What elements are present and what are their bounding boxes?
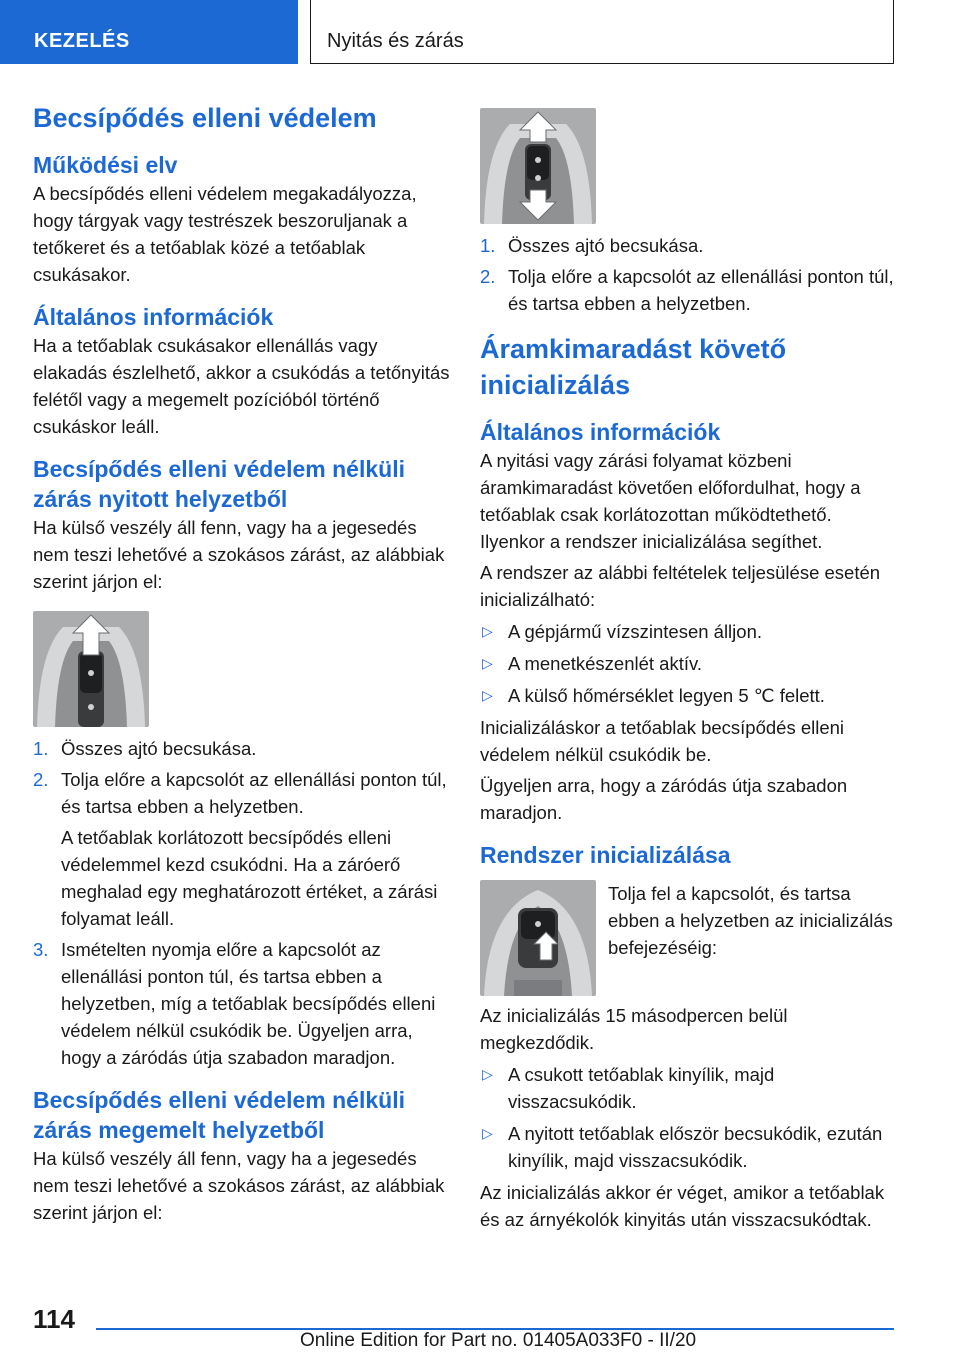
paragraph: A becsípődés elleni védelem megakadályozza, hogy tárgyak vagy testrészek beszoruljanak a tetőkeret és a tetőablak közé a tetőablak csukásakor. (33, 183, 417, 285)
bullet-triangle-icon: ▷ (482, 623, 493, 639)
right-column (480, 108, 898, 1233)
roof-switch-illustration (480, 880, 596, 996)
topic-header (310, 0, 894, 64)
heading-altalanos: Általános információk (33, 304, 274, 330)
list-item: ▷ A nyitott tetőablak először becsukódik, ezután kinyílik, majd visszacsukódik. (480, 1120, 898, 1174)
bullet-triangle-icon: ▷ (482, 687, 493, 703)
list-item: ▷ A menetkészenlét aktív. (480, 650, 898, 677)
paragraph: A rendszer az alábbi feltételek teljesülése esetén inicializálható: (480, 562, 881, 610)
list-item: ▷ A gépjármű vízszintesen álljon. (480, 618, 898, 645)
heading-altalanos-right: Általános információk (480, 419, 721, 445)
paragraph: Ha külső veszély áll fenn, vagy ha a jegesedés nem teszi lehetővé a szokásos zárást, az alábbiak szerint járjon el: (33, 1148, 445, 1223)
left-column (33, 100, 451, 1226)
switch-forward-figure-2 (480, 108, 596, 224)
paragraph: A nyitási vagy zárási folyamat közbeni áramkimaradást követően előfordulhat, hogy a tetőablak csak korlátozottan működtethető. Ilyenkor a rendszer inicializálása segíthet. (480, 450, 861, 552)
paragraph: Tolja fel a kapcsolót, és tartsa ebben a helyzetben az inicializálás befejezéséig: (608, 883, 893, 958)
init-row (480, 880, 898, 996)
list-item: ▷ A csukott tetőablak kinyílik, majd visszacsukódik. (480, 1061, 898, 1115)
heading-zaras-nyitott: Becsípődés elleni védelem nélküli zárás nyitott helyzetből (33, 456, 405, 512)
switch-forward-figure (33, 611, 149, 727)
conditions-list (480, 618, 898, 709)
steps-list-right (480, 232, 898, 317)
steps-list-left (33, 735, 451, 1071)
list-item: ▷ A külső hőmérséklet legyen 5 ℃ felett. (480, 682, 898, 709)
list-item: 2. Tolja előre a kapcsolót az ellenállási ponton túl, és tartsa ebben a helyzetben. A tetőablak korlátozott becsípődés elleni védelemmel kezd csukódni. Ha a záróerő meghalad egy meghatározott értéket, a zárási folyamat leáll. (33, 769, 447, 929)
roof-switch-illustration (480, 108, 596, 224)
switch-up-figure (480, 880, 596, 996)
bullet-triangle-icon: ▷ (482, 655, 493, 671)
paragraph: Ha a tetőablak csukásakor ellenállás vagy elakadás észlelhető, akkor a csukódás a tetőnyitás felétől vagy a megemelt pozícióból történő csukáskor leáll. (33, 335, 450, 437)
heading-rendszer-init: Rendszer inicializálása (480, 842, 731, 868)
paragraph: Ügyeljen arra, hogy a záródás útja szabadon maradjon. (480, 775, 848, 823)
paragraph: Ha külső veszély áll fenn, vagy ha a jegesedés nem teszi lehetővé a szokásos zárást, az alábbiak szerint járjon el: (33, 517, 445, 592)
section-tab (0, 0, 298, 64)
edition-text: Online Edition for Part no. 01405A033F0 - II/20 (300, 1330, 697, 1351)
section-title-init: Áramkimaradást követő inicializálás (480, 334, 787, 400)
roof-switch-illustration (33, 611, 149, 727)
list-item: 3. Ismételten nyomja előre a kapcsolót az ellenállási ponton túl, és tartsa ebben a helyzetben, míg a tetőablak becsípődés elleni védelem nélkül csukódik be. Ügyeljen arra, hogy a záródás útja szabadon maradjon. (33, 939, 436, 1068)
bullet-triangle-icon: ▷ (482, 1125, 493, 1141)
paragraph: Inicializáláskor a tetőablak becsípődés elleni védelem nélkül csukódik be. (480, 717, 845, 765)
list-item: 1. Összes ajtó becsukása. (480, 235, 704, 256)
paragraph: Az inicializálás akkor ér véget, amikor a tetőablak és az árnyékolók kinyitás után visszacsukódtak. (480, 1182, 885, 1230)
list-item: 1. Összes ajtó becsukása. (33, 738, 257, 759)
section-label: KEZELÉS (34, 30, 130, 52)
heading-mukodesi-elv: Működési elv (33, 152, 178, 178)
page-number: 114 (33, 1304, 75, 1334)
list-item: 2. Tolja előre a kapcsolót az ellenállási ponton túl, és tartsa ebben a helyzetben. (480, 266, 894, 314)
init-bullets (480, 1061, 898, 1174)
page-title: Becsípődés elleni védelem (33, 103, 377, 133)
bullet-triangle-icon: ▷ (482, 1066, 493, 1082)
heading-zaras-megemelt: Becsípődés elleni védelem nélküli zárás megemelt helyzetből (33, 1087, 405, 1143)
topic-label: Nyitás és zárás (327, 30, 464, 52)
paragraph: Az inicializálás 15 másodpercen belül megkezdődik. (480, 1005, 788, 1053)
